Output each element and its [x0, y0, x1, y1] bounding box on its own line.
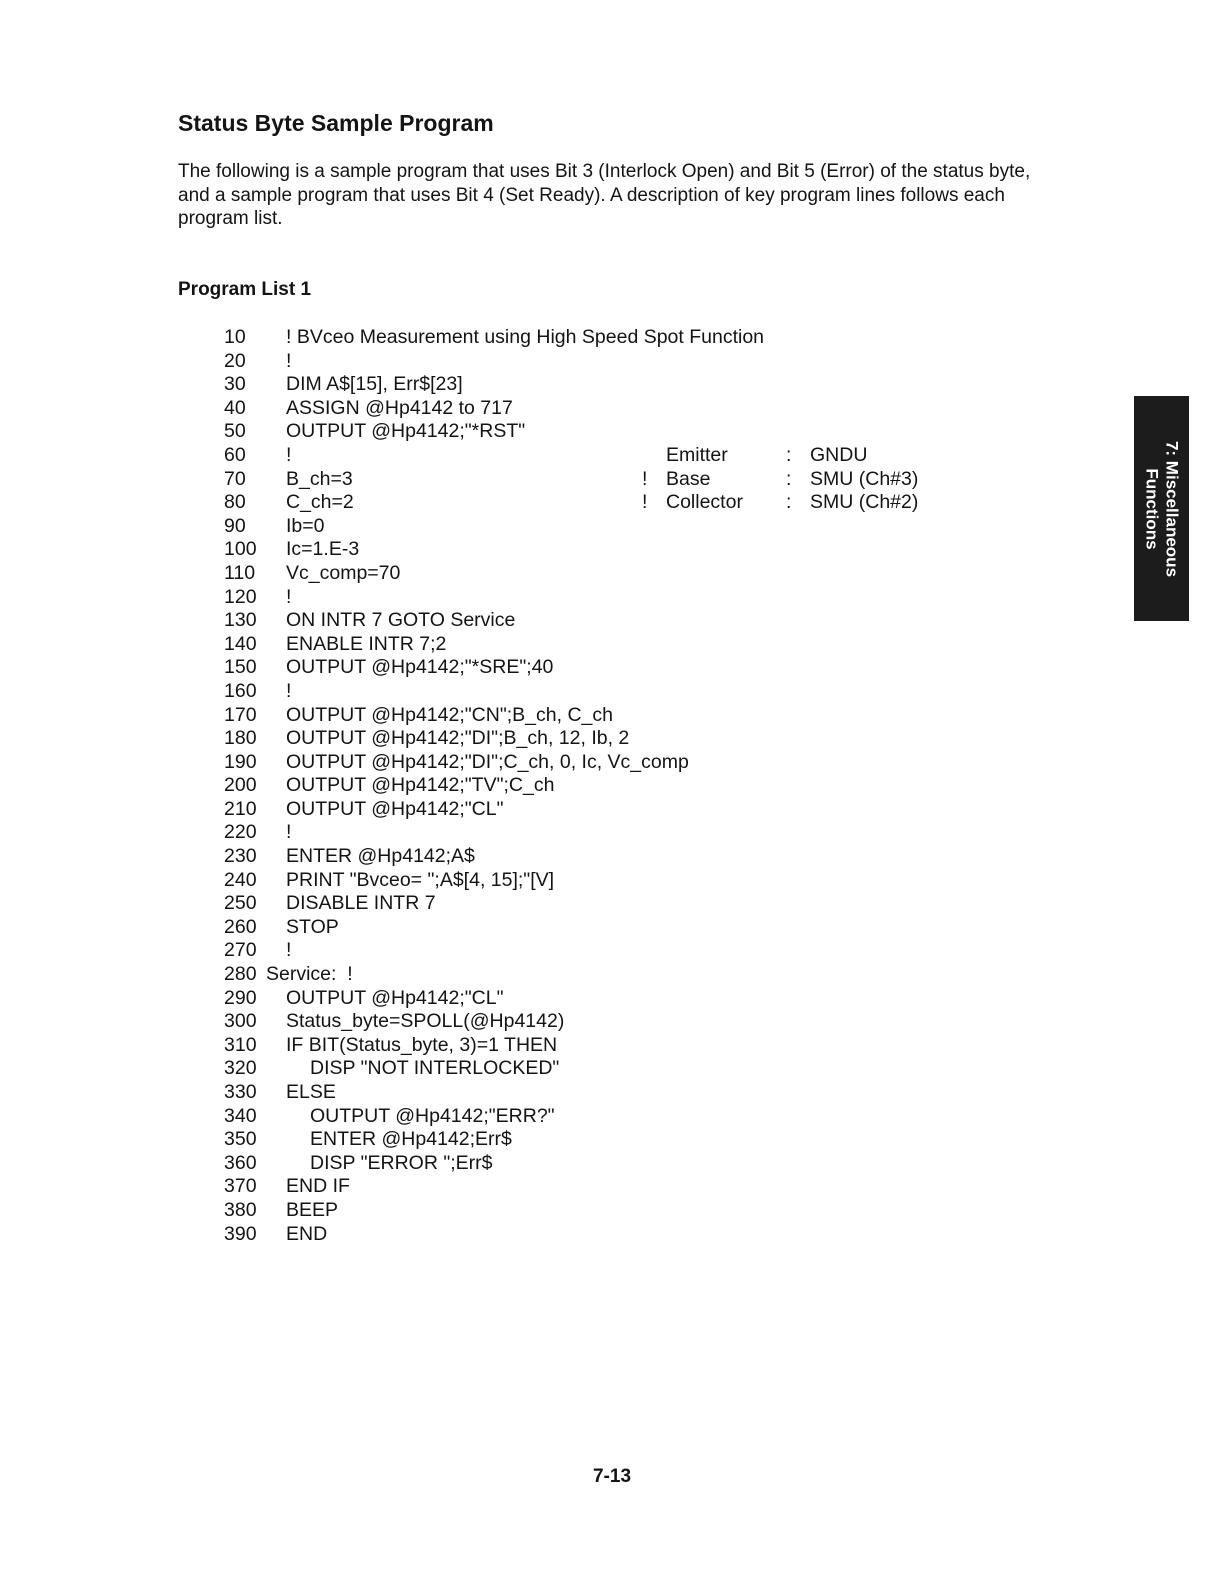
line-code: Ib=0 [286, 514, 325, 537]
line-code: ASSIGN @Hp4142 to 717 [286, 396, 513, 419]
line-code: ENTER @Hp4142;Err$ [310, 1128, 512, 1151]
line-number: 150 [224, 656, 257, 679]
line-number: 210 [224, 797, 257, 820]
program-line [224, 1128, 984, 1152]
line-number: 370 [224, 1175, 257, 1198]
line-number: 340 [224, 1104, 257, 1127]
program-line [224, 491, 984, 515]
program-line [224, 538, 984, 562]
program-line [224, 1057, 984, 1081]
line-number: 180 [224, 727, 257, 750]
program-line [224, 845, 984, 869]
program-line [224, 1010, 984, 1034]
line-number: 310 [224, 1033, 257, 1056]
program-line [224, 751, 984, 775]
program-line [224, 1105, 984, 1129]
program-line [224, 869, 984, 893]
comment-colon: : [786, 467, 792, 490]
line-number: 30 [224, 373, 246, 396]
program-line [224, 1175, 984, 1199]
line-number: 40 [224, 396, 246, 419]
program-line [224, 892, 984, 916]
program-line [224, 515, 984, 539]
chapter-tab-line2: Functions [1142, 467, 1162, 550]
line-code: OUTPUT @Hp4142;"DI";B_ch, 12, Ib, 2 [286, 727, 630, 750]
program-line [224, 656, 984, 680]
line-code: OUTPUT @Hp4142;"*SRE";40 [286, 656, 554, 679]
chapter-tab [1134, 396, 1189, 621]
line-number: 260 [224, 915, 257, 938]
line-number: 320 [224, 1057, 257, 1080]
program-line [224, 939, 984, 963]
program-line [224, 963, 984, 987]
line-number: 80 [224, 491, 246, 514]
comment-label: Collector [666, 491, 743, 514]
program-line [224, 468, 984, 492]
line-code: OUTPUT @Hp4142;"DI";C_ch, 0, Ic, Vc_comp [286, 750, 689, 773]
comment-value: GNDU [810, 443, 868, 466]
program-line [224, 798, 984, 822]
line-number: 140 [224, 632, 257, 655]
line-number: 280 [224, 963, 257, 986]
program-line [224, 633, 984, 657]
line-code: OUTPUT @Hp4142;"CL" [286, 986, 504, 1009]
line-number: 240 [224, 868, 257, 891]
line-number: 330 [224, 1081, 257, 1103]
line-code: BEEP [286, 1198, 339, 1221]
program-line [224, 350, 984, 374]
line-code: Vc_comp=70 [286, 561, 401, 584]
line-code: END IF [286, 1175, 350, 1198]
line-number: 270 [224, 939, 257, 962]
line-number: 160 [224, 679, 257, 702]
line-code: DISP "NOT INTERLOCKED" [310, 1057, 560, 1080]
line-number: 230 [224, 845, 257, 868]
program-line [224, 444, 984, 468]
line-code: END [286, 1222, 328, 1245]
program-line [224, 420, 984, 444]
line-number: 390 [224, 1222, 257, 1245]
line-code: OUTPUT @Hp4142;"*RST" [286, 420, 526, 443]
program-line [224, 1034, 984, 1058]
program-line [224, 373, 984, 397]
line-number: 10 [224, 326, 246, 348]
line-code: Status_byte=SPOLL(@Hp4142) [286, 1010, 565, 1033]
line-code: B_ch=3 [286, 467, 353, 490]
comment-colon: : [786, 443, 792, 466]
program-line [224, 1199, 984, 1223]
program-line [224, 680, 984, 704]
line-code: PRINT "Bvceo= ";A$[4, 15];"[V] [286, 868, 555, 891]
line-code: DISABLE INTR 7 [286, 892, 436, 915]
line-number: 60 [224, 443, 246, 466]
program-list-title: Program List 1 [178, 279, 312, 300]
program-line [224, 704, 984, 728]
line-code: ! [286, 821, 292, 844]
line-number: 130 [224, 609, 257, 632]
line-code: ! [286, 679, 292, 702]
program-line [224, 1152, 984, 1176]
line-code: Ic=1.E-3 [286, 538, 360, 561]
line-number: 170 [224, 703, 257, 726]
line-number: 100 [224, 538, 257, 561]
line-number: 20 [224, 349, 246, 372]
comment-colon: : [786, 491, 792, 514]
line-code: IF BIT(Status_byte, 3)=1 THEN [286, 1033, 558, 1056]
line-code: DISP "ERROR ";Err$ [310, 1151, 493, 1174]
line-number: 220 [224, 821, 257, 844]
line-code: C_ch=2 [286, 491, 354, 514]
line-number: 350 [224, 1128, 257, 1151]
line-code: ! [286, 585, 292, 608]
line-code: OUTPUT @Hp4142;"CN";B_ch, C_ch [286, 703, 613, 726]
line-number: 200 [224, 774, 257, 797]
program-line [224, 326, 984, 350]
line-code: ON INTR 7 GOTO Service [286, 609, 516, 632]
comment-label: Emitter [666, 443, 728, 466]
line-code: ! BVceo Measurement using High Speed Spot Function [286, 326, 765, 348]
comment-mark: ! [642, 491, 648, 514]
program-line [224, 1223, 984, 1247]
line-number: 360 [224, 1151, 257, 1174]
line-code: ! [286, 349, 292, 372]
line-number: 90 [224, 514, 246, 537]
line-code: OUTPUT @Hp4142;"ERR?" [310, 1104, 555, 1127]
line-code: OUTPUT @Hp4142;"TV";C_ch [286, 774, 555, 797]
line-number: 50 [224, 420, 246, 443]
program-line [224, 727, 984, 751]
program-line [224, 916, 984, 940]
line-code: ! [286, 939, 292, 962]
line-number: 250 [224, 892, 257, 915]
program-line [224, 397, 984, 421]
comment-mark: ! [642, 467, 648, 490]
intro-paragraph: The following is a sample program that uses Bit 3 (Interlock Open) and Bit 5 (Error) of the status byte, and a sample program that uses Bit 4 (Set Ready). A description of key program lines follows each program list. [178, 161, 1031, 229]
line-code: DIM A$[15], Err$[23] [286, 373, 463, 396]
comment-value: SMU (Ch#2) [810, 491, 919, 514]
section-title: Status Byte Sample Program [178, 110, 494, 136]
program-line [224, 821, 984, 845]
program-line [224, 562, 984, 586]
chapter-tab-line1: 7: Miscellaneous [1162, 440, 1182, 577]
line-code: ! [286, 443, 292, 466]
page-number: 7-13 [592, 1466, 632, 1487]
line-number: 110 [224, 561, 256, 584]
program-line [224, 987, 984, 1011]
program-line [224, 586, 984, 610]
program-line [224, 609, 984, 633]
line-code: ENABLE INTR 7;2 [286, 632, 447, 655]
line-number: 380 [224, 1198, 257, 1221]
line-code: STOP [286, 915, 339, 938]
line-number: 300 [224, 1010, 257, 1033]
comment-value: SMU (Ch#3) [810, 467, 919, 490]
comment-label: Base [666, 467, 711, 490]
program-line [224, 774, 984, 798]
line-code: ENTER @Hp4142;A$ [286, 845, 475, 868]
line-code: Service: ! [266, 963, 353, 986]
program-line [224, 1081, 984, 1105]
line-number: 290 [224, 986, 257, 1009]
line-code: ELSE [286, 1081, 336, 1103]
line-number: 120 [224, 585, 257, 608]
line-number: 190 [224, 750, 257, 773]
line-code: OUTPUT @Hp4142;"CL" [286, 797, 504, 820]
program-listing [224, 326, 984, 1246]
line-number: 70 [224, 467, 246, 490]
